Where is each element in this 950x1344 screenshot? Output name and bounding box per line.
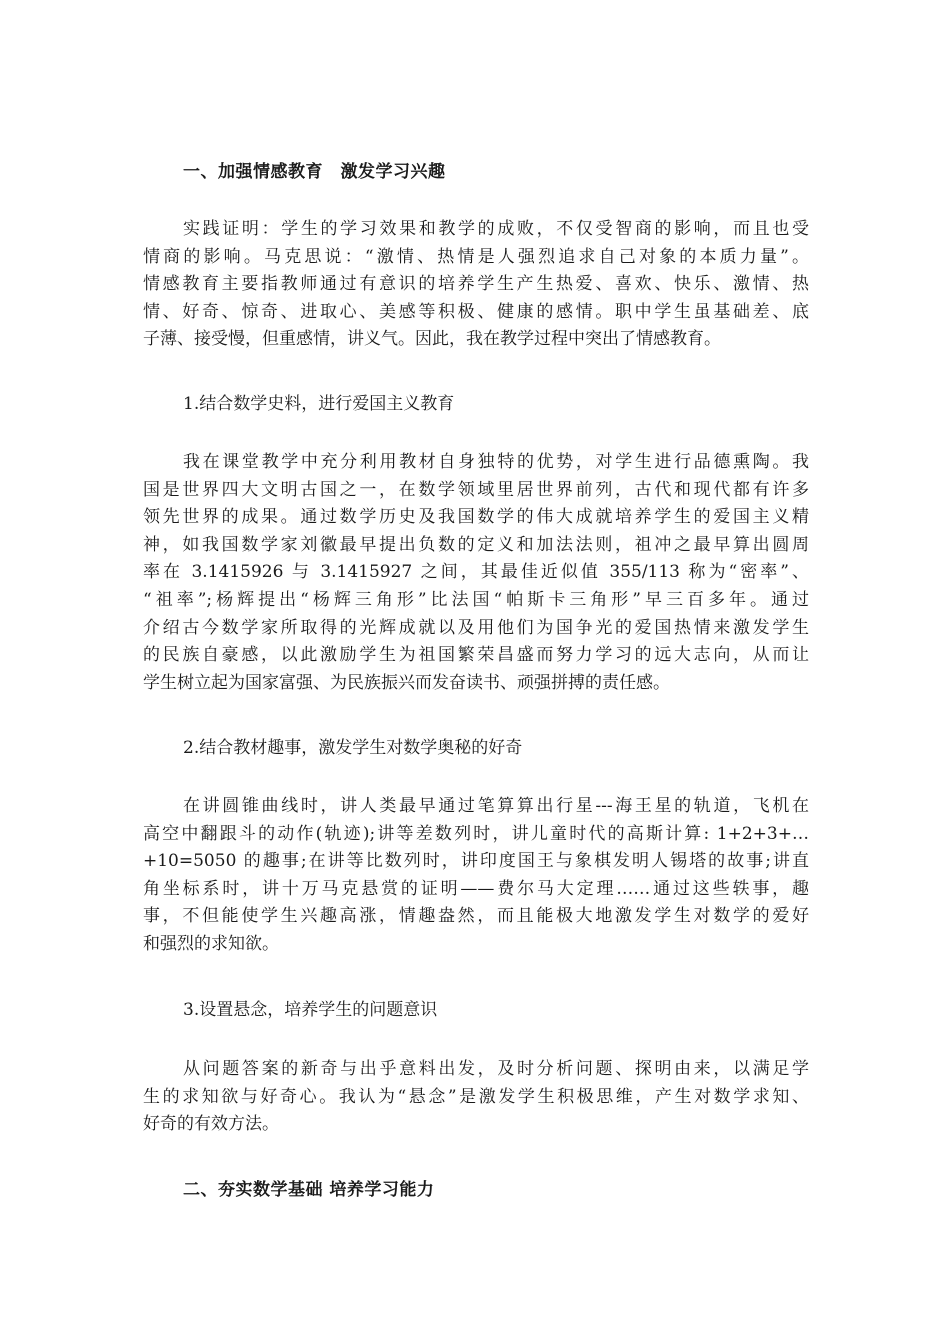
paragraph-line: 好奇的有效方法。 — [143, 1114, 279, 1135]
section2-heading: 二、夯实数学基础 培养学习能力 — [183, 1180, 435, 1200]
paragraph-line: 的民族自豪感，以此激励学生为祖国繁荣昌盛而努力学习的远大志向，从而让 — [143, 645, 809, 666]
subheading-2: 2.结合教材趣事，激发学生对数学奥秘的好奇 — [183, 738, 523, 758]
paragraph-line: 实践证明：学生的学习效果和教学的成败，不仅受智商的影响，而且也受 — [183, 219, 809, 239]
paragraph-line: 在讲圆锥曲线时，讲人类最早通过笔算算出行星---海王星的轨道，飞机在 — [183, 796, 809, 816]
paragraph-line: 情感教育主要指教师通过有意识的培养学生产生热爱、喜欢、快乐、激情、热 — [143, 274, 809, 295]
paragraph-line: 介绍古今数学家所取得的光辉成就以及用他们为国争光的爱国热情来激发学生 — [143, 617, 809, 638]
section1-intro-paragraph — [143, 216, 809, 354]
paragraph-line: 国是世界四大文明古国之一，在数学领域里居世界前列，古代和现代都有许多 — [143, 479, 809, 500]
sub1-paragraph — [143, 449, 809, 697]
paragraph-line: 和强烈的求知欲。 — [143, 933, 279, 954]
paragraph-line: 神，如我国数学家刘徽最早提出负数的定义和加法法则，祖冲之最早算出圆周 — [143, 534, 809, 555]
paragraph-line: 角坐标系时，讲十万马克悬赏的证明——费尔马大定理……通过这些轶事，趣 — [143, 878, 809, 899]
paragraph-line: 生的求知欲与好奇心。我认为“悬念”是激发学生积极思维，产生对数学求知、 — [143, 1086, 809, 1107]
paragraph-line: 学生树立起为国家富强、为民族振兴而发奋读书、顽强拼搏的责任感。 — [143, 672, 670, 693]
sub3-paragraph — [143, 1056, 809, 1139]
subheading-3: 3.设置悬念，培养学生的问题意识 — [183, 1000, 438, 1020]
paragraph-line: 情、好奇、惊奇、进取心、美感等积极、健康的感情。职中学生虽基础差、底 — [143, 301, 809, 322]
paragraph-line: 率在 3.1415926 与 3.1415927 之间，其最佳近似值 355/113 称为“密率”、 — [143, 562, 809, 583]
paragraph-line: 情商的影响。马克思说：“激情、热情是人强烈追求自己对象的本质力量”。 — [143, 246, 809, 267]
paragraph-line: 领先世界的成果。通过数学历史及我国数学的伟大成就培养学生的爱国主义精 — [143, 507, 809, 528]
paragraph-line: 高空中翻跟斗的动作(轨迹);讲等差数列时，讲儿童时代的高斯计算: 1+2+3+… — [143, 823, 809, 844]
paragraph-line: 事，不但能使学生兴趣高涨，情趣盎然，而且能极大地激发学生对数学的爱好 — [143, 906, 809, 927]
paragraph-line: “祖率”;杨辉提出“杨辉三角形”比法国“帕斯卡三角形”早三百多年。通过 — [143, 589, 809, 610]
section1-heading: 一、加强情感教育 激发学习兴趣 — [183, 162, 446, 182]
sub2-paragraph — [143, 793, 809, 959]
paragraph-line: 从问题答案的新奇与出乎意料出发，及时分析问题、探明由来，以满足学 — [183, 1059, 809, 1079]
paragraph-line: +10=5050 的趣事;在讲等比数列时，讲印度国王与象棋发明人锡塔的故事;讲直 — [143, 851, 809, 872]
paragraph-line: 我在课堂教学中充分利用教材自身独特的优势，对学生进行品德熏陶。我 — [183, 452, 809, 472]
subheading-1: 1.结合数学史料，进行爱国主义教育 — [183, 394, 455, 414]
paragraph-line: 子薄、接受慢，但重感情，讲义气。因此，我在教学过程中突出了情感教育。 — [143, 329, 721, 350]
